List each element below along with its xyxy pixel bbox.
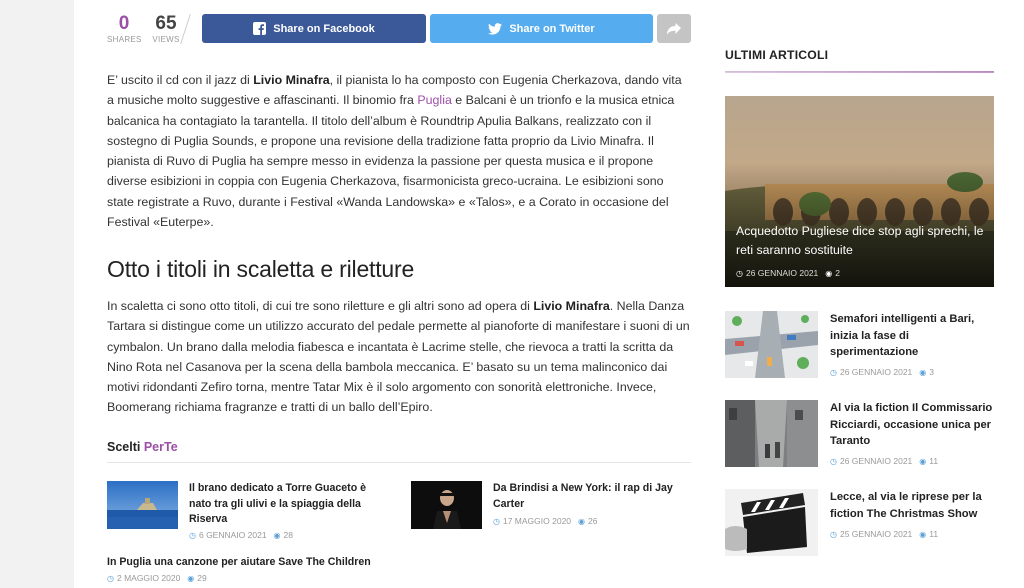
shares-count: 0 [118,13,130,34]
eye-icon: ◉ [187,573,195,583]
post-meta [107,573,207,583]
post-date: 26 GENNAIO 2021 [839,367,913,377]
featured-article[interactable] [725,96,994,287]
article-paragraph-2 [107,296,691,418]
related-article[interactable] [107,481,397,545]
views-counter [151,14,181,44]
post-date: 26 GENNAIO 2021 [839,456,913,466]
paragraph-text: In scaletta ci sono otto titoli, di cui tre sono riletture e gli altri sono ad opera di [107,299,534,313]
eye-icon: ◉ [825,268,833,278]
shares-counter [107,14,141,44]
clock-icon: ◷ [830,367,837,377]
post-meta [830,367,934,377]
related-article[interactable] [107,555,691,587]
clock-icon: ◷ [493,516,500,526]
eye-icon: ◉ [919,367,927,377]
puglia-link[interactable]: Puglia [417,93,452,108]
thumbnail-image[interactable] [725,311,818,378]
sidebar-article[interactable] [725,489,994,559]
post-meta [830,456,938,466]
thumbnail-image[interactable] [107,481,178,529]
section-title-a: Scelti [107,440,144,454]
eye-icon: ◉ [273,530,281,540]
post-views: 3 [929,367,934,377]
sidebar-title: ULTIMI ARTICOLI [725,48,829,62]
post-views: 29 [197,573,207,583]
eye-icon: ◉ [578,516,586,526]
post-meta [736,268,840,278]
share-facebook-button[interactable] [202,14,426,43]
facebook-label: Share on Facebook [273,22,375,35]
artist-name: Livio Minafra [253,73,330,87]
artist-name: Livio Minafra [533,299,610,313]
thumbnail-image[interactable] [725,400,818,467]
post-views: 11 [929,529,939,539]
post-date: 6 GENNAIO 2021 [198,530,267,540]
post-views: 11 [929,456,939,466]
related-title[interactable]: Da Brindisi a New York: il rap di Jay Carter [493,482,673,510]
clock-icon: ◷ [107,573,114,583]
related-article[interactable] [411,481,691,545]
sidebar-article-title[interactable]: Al via la fiction Il Commissario Ricciardi, occasione unica per Taranto [830,402,993,448]
clock-icon: ◷ [830,529,837,539]
divider [180,14,191,44]
featured-title[interactable]: Acquedotto Pugliese dice stop agli sprechi, le reti saranno sostituite [736,224,984,257]
section-title-b: PerTe [143,440,178,454]
share-arrow-icon [667,23,681,35]
post-meta [189,530,293,540]
sidebar-article[interactable] [725,311,994,381]
clock-icon: ◷ [189,530,196,540]
sidebar-article-title[interactable]: Semafori intelligenti a Bari, inizia la fase di sperimentazione [830,313,975,359]
post-date: 17 MAGGIO 2020 [502,516,572,526]
related-title[interactable]: In Puglia una canzone per aiutare Save The Children [107,556,371,568]
section-divider [107,462,691,463]
twitter-icon [488,23,502,35]
post-views: 28 [283,530,293,540]
post-meta [830,529,938,539]
share-more-button[interactable] [657,14,691,43]
post-date: 26 GENNAIO 2021 [745,268,819,278]
sidebar-article-title[interactable]: Lecce, al via le riprese per la fiction The Christmas Show [830,491,982,520]
paragraph-text: e Balcani è un trionfo e la musica etnica balcanica ha contagiato la tarantella. Il titolo dell’album è Roundtrip Apulia Balkans, realizzato con il sostegno di Puglia Sounds, e propone una revisione della tradizione fatta proprio da Livio Minafra. Il pianista di Ruvo di Puglia ha sempre messo in evidenza la passione per questa musica e il propone diverse esibizioni in coppia con Eugenia Cherkazova, fisarmonicista greco-ucraina. Le esibizioni sono state registrate a Ruvo, durante i Festival «Wanda Landowska» e «Talos», e a Corato in occasione del Festival «Euterpe». [107,93,675,230]
sidebar-article[interactable] [725,400,994,470]
post-date: 2 MAGGIO 2020 [116,573,181,583]
shares-label: SHARES [107,35,142,44]
page [74,0,1024,588]
clock-icon: ◷ [830,456,837,466]
paragraph-text: E’ uscito il cd con il jazz di [107,73,254,87]
views-label: VIEWS [152,35,180,44]
section-title [107,440,691,454]
twitter-label: Share on Twitter [509,22,595,35]
article-paragraph-1 [107,70,691,232]
post-views: 2 [835,268,840,278]
post-date: 25 GENNAIO 2021 [839,529,913,539]
thumbnail-image[interactable] [725,489,818,556]
share-twitter-button[interactable] [430,14,653,43]
paragraph-text: . Nella Danza Tartara si distingue come un utilizzo accurato del pedale permette al pianoforte di manifestare i suoni di un cymbalon. Un brano dalla melodia fiabesca e incantata è Lacrime stelle, che rievoca a tratti la scritta da Nino Rota nel Casanova per la scena della bambola meccanica. E’ basato su un tema malinconico dai motivi ridondanti Zefiro torna, mentre Tatar Mix è il solo argomento con sonorità elettroniche. Invece, Boomerang richiama fragranze e tratti di un ballo dell’Epiro. [107,299,690,415]
eye-icon: ◉ [919,529,927,539]
post-views: 26 [588,516,598,526]
eye-icon: ◉ [919,456,927,466]
thumbnail-image[interactable] [411,481,482,529]
scelti-perte-section [107,440,691,463]
share-bar [107,14,691,44]
post-meta [493,516,597,526]
related-title[interactable]: Il brano dedicato a Torre Guaceto è nato tra gli ulivi e la spiaggia della Riserva [189,482,366,525]
article-subheading: Otto i titoli in scaletta e riletture [107,256,415,282]
facebook-icon [253,22,266,35]
paragraph-text: , il pianista lo ha composto con Eugenia Cherkazova, dando vita a musiche molto suggestive e affascinanti. Il binomio fra [107,73,682,108]
views-count: 65 [155,13,177,34]
sidebar-divider-accent [725,71,994,73]
clock-icon: ◷ [736,268,743,278]
